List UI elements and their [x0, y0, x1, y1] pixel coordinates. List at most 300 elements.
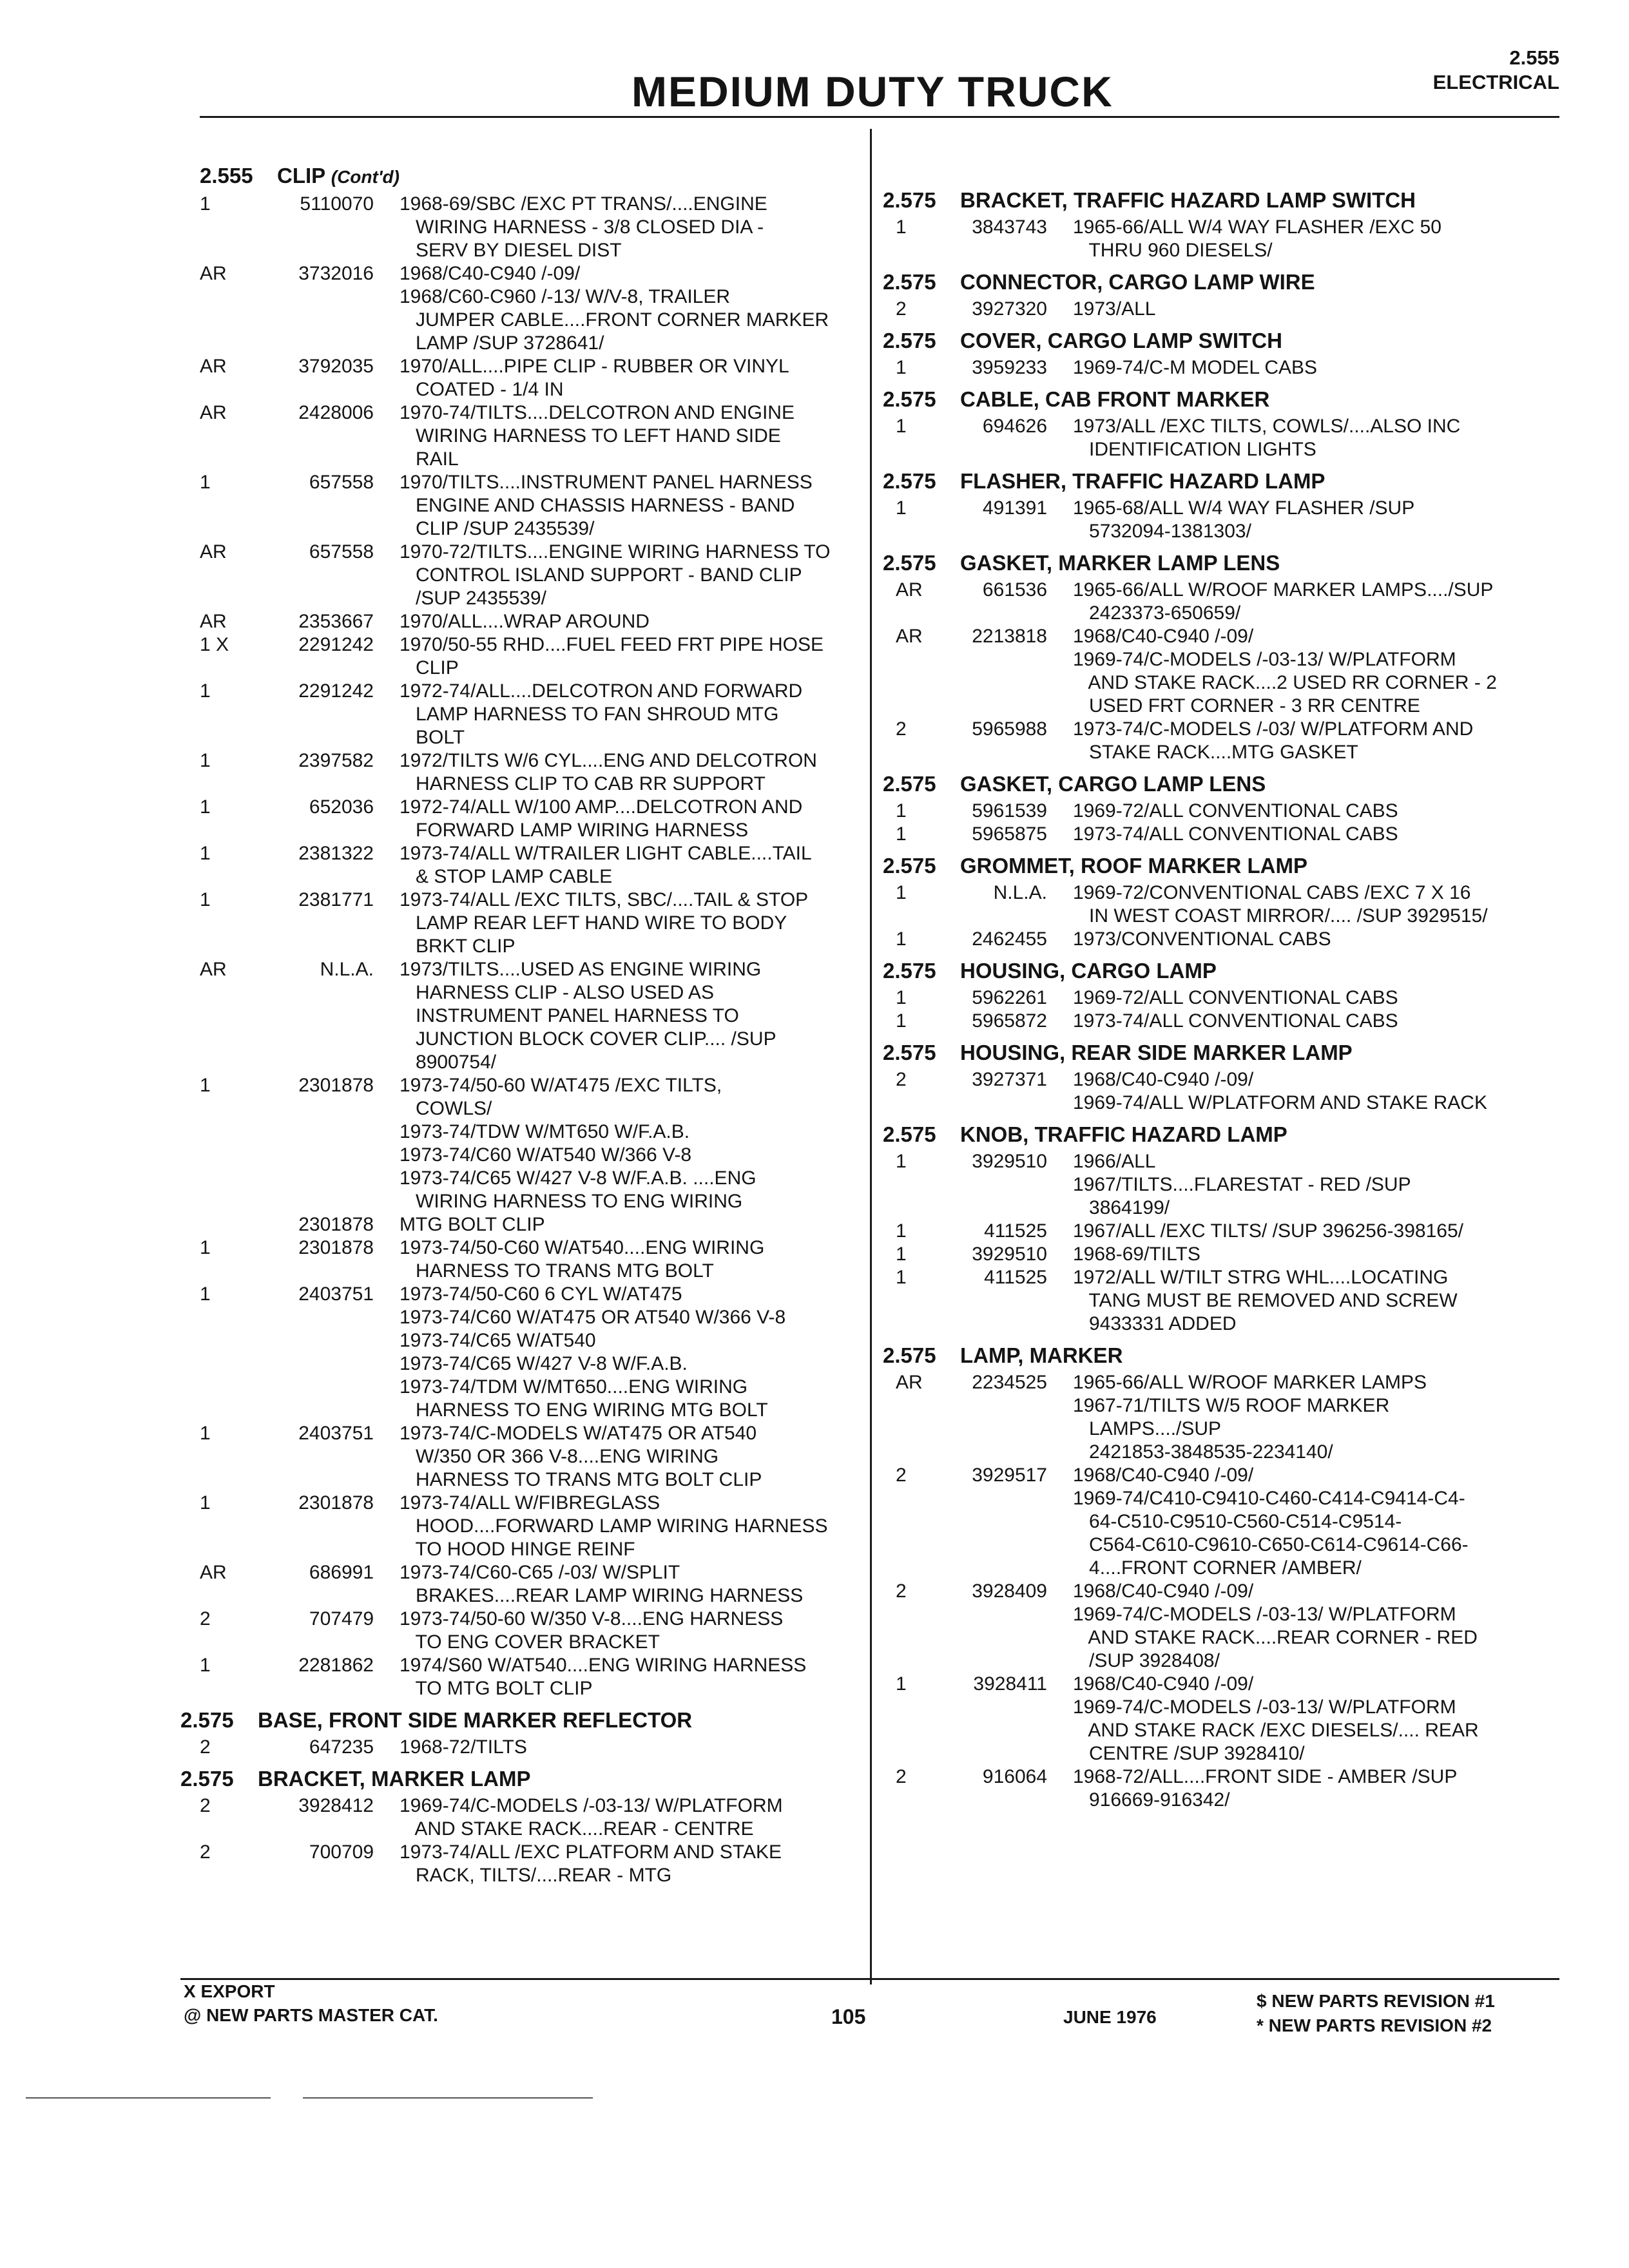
section-number: 2.575: [883, 772, 936, 796]
part-row-continuation: [883, 1441, 1572, 1464]
quantity: [187, 1120, 255, 1144]
quantity: 1: [200, 1075, 211, 1096]
footer-date: JUNE 1976: [1063, 2007, 1157, 2027]
part-row: [187, 796, 857, 819]
part-row-continuation: [187, 773, 857, 796]
part-number: 411525: [984, 1220, 1047, 1242]
catalog-section: [180, 1708, 857, 1759]
part-row-continuation: [883, 1742, 1572, 1765]
part-number: 3959233: [972, 357, 1047, 378]
part-description: 1973-74/C65 W/427 V-8 W/F.A.B.: [400, 1353, 688, 1374]
part-description: 1973/TILTS....USED AS ENGINE WIRING: [400, 959, 762, 980]
section-title: HOUSING, CARGO LAMP: [960, 959, 1217, 983]
quantity: [187, 587, 255, 610]
quantity: 1: [896, 1010, 907, 1032]
part-number: [255, 1028, 374, 1051]
part-number: 2381322: [298, 843, 374, 864]
quantity: [187, 239, 255, 262]
quantity: 1: [896, 823, 907, 845]
part-description: HARNESS TO TRANS MTG BOLT CLIP: [400, 1469, 762, 1490]
quantity: [883, 438, 934, 461]
catalog-section: [883, 469, 1572, 543]
quantity: [187, 1677, 255, 1700]
part-description: CONTROL ISLAND SUPPORT - BAND CLIP: [400, 564, 802, 586]
part-description: 1968/C40-C940 /-09/: [1073, 1465, 1254, 1486]
part-row-continuation: [883, 1091, 1572, 1115]
part-number: 694626: [982, 416, 1047, 437]
part-row-continuation: [187, 332, 857, 355]
part-number: [255, 935, 374, 958]
part-number: 2291242: [298, 680, 374, 702]
quantity: 2: [200, 1841, 211, 1863]
part-number: 2234525: [972, 1372, 1047, 1393]
quantity: [187, 819, 255, 842]
part-number: [934, 1742, 1047, 1765]
part-number: 3929510: [972, 1151, 1047, 1172]
part-row: [187, 541, 857, 564]
part-row-continuation: [883, 1510, 1572, 1533]
part-number: 2301878: [298, 1075, 374, 1096]
section-number: 2.575: [883, 469, 936, 493]
part-number: [255, 912, 374, 935]
part-row-continuation: [187, 1818, 857, 1841]
part-number: 5110070: [300, 193, 374, 215]
part-description: CLIP /SUP 2435539/: [400, 518, 595, 539]
part-row: [187, 1422, 857, 1445]
part-number: [255, 1399, 374, 1422]
part-number: [255, 1445, 374, 1468]
part-row-continuation: [187, 1260, 857, 1283]
part-number: [255, 587, 374, 610]
quantity: AR: [200, 402, 227, 423]
part-description: 1973-74/C65 W/427 V-8 W/F.A.B. ....ENG: [400, 1168, 757, 1189]
part-row: [187, 471, 857, 494]
section-title: BRACKET, TRAFFIC HAZARD LAMP SWITCH: [960, 188, 1416, 212]
part-number: [255, 448, 374, 471]
part-description: 5732094-1381303/: [1073, 521, 1251, 542]
part-description: 1972/TILTS W/6 CYL....ENG AND DELCOTRON: [400, 750, 817, 771]
quantity: [187, 1004, 255, 1028]
part-row-continuation: [187, 1376, 857, 1399]
part-row: [883, 415, 1572, 438]
part-description: 1968/C60-C960 /-13/ W/V-8, TRAILER: [400, 286, 731, 307]
part-row-continuation: [187, 1028, 857, 1051]
quantity: [187, 865, 255, 889]
quantity: [187, 703, 255, 726]
part-description: LAMP REAR LEFT HAND WIRE TO BODY: [400, 912, 787, 934]
part-description: TO ENG COVER BRACKET: [400, 1631, 660, 1653]
catalog-section: [883, 551, 1572, 764]
section-heading: [883, 469, 1572, 493]
part-description: 1966/ALL: [1073, 1151, 1156, 1172]
section-heading: [883, 188, 1572, 212]
quantity: 1: [200, 1237, 211, 1258]
quantity: [883, 1441, 934, 1464]
part-number: [255, 1584, 374, 1608]
part-row-continuation: [187, 1584, 857, 1608]
quantity: [883, 1394, 934, 1418]
part-number: 2397582: [298, 750, 374, 771]
part-number: 2403751: [298, 1283, 374, 1305]
part-row-continuation: [187, 1399, 857, 1422]
quantity: [883, 1418, 934, 1441]
part-description: 1965-66/ALL W/ROOF MARKER LAMPS: [1073, 1372, 1427, 1393]
quantity: [883, 905, 934, 928]
part-number: [934, 1441, 1047, 1464]
part-row-continuation: [883, 1696, 1572, 1719]
part-number: [255, 865, 374, 889]
part-row: [187, 355, 857, 378]
section-heading: [180, 1767, 857, 1791]
quantity: AR: [200, 959, 227, 980]
quantity: [187, 285, 255, 309]
quantity: 1: [896, 882, 907, 903]
section-number: 2.575: [883, 854, 936, 878]
section-heading: [883, 387, 1572, 411]
part-description: JUNCTION BLOCK COVER CLIP.... /SUP: [400, 1028, 776, 1050]
section-number: 2.555: [200, 164, 253, 187]
section-heading: [883, 772, 1572, 796]
part-number: 2462455: [972, 928, 1047, 950]
part-number: 2301878: [298, 1492, 374, 1514]
part-row: [883, 986, 1572, 1010]
quantity: 1: [200, 796, 211, 818]
part-row: [883, 1765, 1572, 1789]
part-row-continuation: [187, 564, 857, 587]
part-row: [187, 1736, 857, 1759]
section-title: GASKET, MARKER LAMP LENS: [960, 551, 1280, 575]
part-number: 661536: [982, 579, 1047, 601]
quantity: [883, 1533, 934, 1557]
part-description: FORWARD LAMP WIRING HARNESS: [400, 820, 749, 841]
part-description: 1973/CONVENTIONAL CABS: [1073, 928, 1331, 950]
part-row: [883, 800, 1572, 823]
quantity: 2: [200, 1608, 211, 1629]
quantity: AR: [200, 611, 227, 632]
part-row-continuation: [187, 216, 857, 239]
quantity: 1: [200, 193, 211, 215]
quantity: [187, 309, 255, 332]
section-number: 2.575: [883, 1122, 936, 1146]
part-number: [255, 1538, 374, 1561]
part-row: [883, 1150, 1572, 1173]
part-description: STAKE RACK....MTG GASKET: [1073, 742, 1358, 763]
quantity: [883, 1626, 934, 1649]
quantity: [883, 671, 934, 695]
quantity: 1: [896, 1220, 907, 1242]
part-number: [255, 425, 374, 448]
section-title: CABLE, CAB FRONT MARKER: [960, 387, 1270, 411]
quantity: [883, 1649, 934, 1673]
part-description: /SUP 3928408/: [1073, 1650, 1220, 1671]
part-number: N.L.A.: [993, 882, 1047, 903]
part-row: [883, 1371, 1572, 1394]
part-description: 1969-74/C410-C9410-C460-C414-C9414-C4-: [1073, 1488, 1465, 1509]
part-number: 700709: [309, 1841, 374, 1863]
part-number: [255, 819, 374, 842]
part-description: 1969-72/ALL CONVENTIONAL CABS: [1073, 800, 1398, 822]
page-title: MEDIUM DUTY TRUCK: [631, 68, 1113, 115]
part-number: [255, 726, 374, 749]
quantity: 2: [896, 298, 907, 320]
part-description: 1969-72/ALL CONVENTIONAL CABS: [1073, 987, 1398, 1008]
part-number: 657558: [309, 541, 374, 562]
part-row: [187, 842, 857, 865]
part-description: 1970-74/TILTS....DELCOTRON AND ENGINE: [400, 402, 795, 423]
part-number: [255, 1376, 374, 1399]
part-description: 916669-916342/: [1073, 1789, 1230, 1811]
part-number: [255, 1144, 374, 1167]
part-description: 1968-69/SBC /EXC PT TRANS/....ENGINE: [400, 193, 767, 215]
quantity: 2: [896, 1766, 907, 1787]
part-row: [187, 401, 857, 425]
part-description: 9433331 ADDED: [1073, 1313, 1237, 1334]
quantity: AR: [200, 1562, 227, 1583]
part-number: 2301878: [298, 1237, 374, 1258]
scan-mark-right: [303, 2097, 593, 2099]
part-row-continuation: [187, 981, 857, 1004]
part-row: [187, 1213, 857, 1236]
part-description: 1968/C40-C940 /-09/: [400, 263, 581, 284]
part-row-continuation: [187, 239, 857, 262]
catalog-section: [883, 959, 1572, 1033]
part-row-continuation: [187, 1468, 857, 1492]
part-description: IDENTIFICATION LIGHTS: [1073, 439, 1316, 460]
part-description: 1974/S60 W/AT540....ENG WIRING HARNESS: [400, 1655, 807, 1676]
part-number: [255, 657, 374, 680]
part-description: RACK, TILTS/....REAR - MTG: [400, 1865, 672, 1886]
section-number: 2.575: [883, 551, 936, 575]
part-number: [255, 494, 374, 517]
part-row-continuation: [187, 1677, 857, 1700]
quantity: [883, 602, 934, 625]
part-description: AND STAKE RACK....REAR CORNER - RED: [1073, 1627, 1478, 1648]
quantity: [883, 1510, 934, 1533]
part-description: HARNESS TO ENG WIRING MTG BOLT: [400, 1399, 768, 1421]
part-number: [934, 1603, 1047, 1626]
quantity: [883, 1312, 934, 1336]
part-description: 1970/TILTS....INSTRUMENT PANEL HARNESS: [400, 472, 813, 493]
catalog-section: [883, 1041, 1572, 1115]
quantity: [187, 1190, 255, 1213]
part-row-continuation: [187, 1120, 857, 1144]
part-number: [934, 1696, 1047, 1719]
quantity: [883, 1487, 934, 1510]
part-row: [187, 1492, 857, 1515]
part-number: 686991: [309, 1562, 374, 1583]
quantity: [187, 1399, 255, 1422]
part-row: [187, 610, 857, 633]
part-description: 1969-74/C-M MODEL CABS: [1073, 357, 1318, 378]
part-description: 1968-72/ALL....FRONT SIDE - AMBER /SUP: [1073, 1766, 1458, 1787]
part-row-continuation: [187, 865, 857, 889]
quantity: [187, 1515, 255, 1538]
part-description: 1973-74/TDM W/MT650....ENG WIRING: [400, 1376, 748, 1398]
part-description: 1967/ALL /EXC TILTS/ /SUP 396256-398165/: [1073, 1220, 1463, 1242]
part-row-continuation: [883, 1394, 1572, 1418]
quantity: 1: [200, 680, 211, 702]
part-description: 1973-74/50-C60 W/AT540....ENG WIRING: [400, 1237, 765, 1258]
part-row-continuation: [187, 1631, 857, 1654]
part-description: MTG BOLT CLIP: [400, 1214, 545, 1235]
part-row: [883, 216, 1572, 239]
part-row-continuation: [883, 1557, 1572, 1580]
part-number: [255, 1329, 374, 1352]
quantity: [187, 378, 255, 401]
part-row-continuation: [187, 285, 857, 309]
quantity: 1: [200, 1655, 211, 1676]
part-description: AND STAKE RACK....REAR - CENTRE: [400, 1818, 754, 1840]
part-row: [883, 1068, 1572, 1091]
part-description: W/350 OR 366 V-8....ENG WIRING: [400, 1446, 719, 1467]
part-row: [187, 889, 857, 912]
quantity: [187, 332, 255, 355]
header-rule: [200, 116, 1559, 118]
quantity: 2: [896, 1581, 907, 1602]
part-row-continuation: [187, 1051, 857, 1074]
section-number: 2.575: [883, 1041, 936, 1064]
part-row: [187, 749, 857, 773]
part-number: [255, 981, 374, 1004]
part-number: [934, 671, 1047, 695]
part-number: [255, 1260, 374, 1283]
part-number: [934, 1173, 1047, 1196]
part-row: [187, 262, 857, 285]
section-number: 2.575: [883, 270, 936, 294]
part-number: [934, 602, 1047, 625]
quantity: 1: [896, 357, 907, 378]
part-row-continuation: [187, 1352, 857, 1376]
quantity: 1: [200, 889, 211, 910]
quantity: [187, 425, 255, 448]
part-description: 1969-74/C-MODELS /-03-13/ W/PLATFORM: [1073, 1604, 1456, 1625]
quantity: [187, 726, 255, 749]
catalog-section: [187, 164, 857, 1700]
part-number: 2291242: [298, 634, 374, 655]
quantity: [883, 1603, 934, 1626]
quantity: 1: [896, 987, 907, 1008]
quantity: [187, 912, 255, 935]
part-row: [883, 928, 1572, 951]
quantity: [883, 695, 934, 718]
part-row-continuation: [187, 657, 857, 680]
part-description: 1968/C40-C940 /-09/: [1073, 1069, 1254, 1090]
part-number: 652036: [309, 796, 374, 818]
section-title: GROMMET, ROOF MARKER LAMP: [960, 854, 1307, 878]
section-title: CLIP: [277, 164, 325, 187]
part-row: [187, 1794, 857, 1818]
part-description: /SUP 2435539/: [400, 588, 546, 609]
quantity: 1: [200, 1492, 211, 1514]
footer-rule: [180, 1978, 1559, 1980]
part-row-continuation: [187, 1445, 857, 1468]
quantity: [187, 494, 255, 517]
section-title: HOUSING, REAR SIDE MARKER LAMP: [960, 1041, 1353, 1064]
part-number: 3928411: [973, 1673, 1047, 1695]
part-description: 1968/C40-C940 /-09/: [1073, 1673, 1254, 1695]
part-description: 1973-74/ALL /EXC PLATFORM AND STAKE: [400, 1841, 782, 1863]
part-description: CENTRE /SUP 3928410/: [1073, 1743, 1305, 1764]
quantity: [883, 741, 934, 764]
part-description: 64-C510-C9510-C560-C514-C9514-: [1073, 1511, 1402, 1532]
part-row-continuation: [187, 1515, 857, 1538]
part-row-continuation: [187, 1144, 857, 1167]
footer-page-number: 105: [831, 2005, 866, 2028]
section-title: KNOB, TRAFFIC HAZARD LAMP: [960, 1122, 1287, 1146]
part-number: 5965988: [972, 718, 1047, 740]
part-row-continuation: [883, 1289, 1572, 1312]
part-number: [255, 1631, 374, 1654]
part-row: [883, 1010, 1572, 1033]
part-number: 3927371: [972, 1069, 1047, 1090]
part-number: [934, 1487, 1047, 1510]
part-number: [255, 1004, 374, 1028]
part-description: 1973-74/C60 W/AT475 OR AT540 W/366 V-8: [400, 1307, 786, 1328]
part-number: [934, 1312, 1047, 1336]
part-description: RAIL: [400, 448, 459, 470]
quantity: 1: [896, 416, 907, 437]
part-row-continuation: [187, 494, 857, 517]
part-description: 1965-66/ALL W/4 WAY FLASHER /EXC 50: [1073, 216, 1441, 238]
part-number: 3792035: [298, 356, 374, 377]
quantity: [883, 1173, 934, 1196]
part-row-continuation: [187, 819, 857, 842]
quantity: [187, 1538, 255, 1561]
part-number: 3929510: [972, 1244, 1047, 1265]
catalog-section: [883, 188, 1572, 262]
catalog-section: [883, 329, 1572, 380]
section-title: BRACKET, MARKER LAMP: [258, 1767, 531, 1791]
quantity: [187, 1584, 255, 1608]
part-number: 5965875: [972, 823, 1047, 845]
part-row-continuation: [883, 741, 1572, 764]
part-number: [255, 517, 374, 541]
part-row-continuation: [883, 1487, 1572, 1510]
part-number: 2213818: [972, 626, 1047, 647]
part-row: [187, 1841, 857, 1864]
part-row-continuation: [883, 438, 1572, 461]
footer-revision-1: $ NEW PARTS REVISION #1: [1257, 1991, 1495, 2011]
part-number: 2353667: [298, 611, 374, 632]
part-description: HARNESS CLIP TO CAB RR SUPPORT: [400, 773, 766, 794]
quantity: [187, 448, 255, 471]
part-row: [187, 1236, 857, 1260]
part-row: [883, 298, 1572, 321]
part-description: LAMPS..../SUP: [1073, 1418, 1222, 1439]
part-row: [883, 625, 1572, 648]
quantity: [883, 1742, 934, 1765]
part-number: 5962261: [972, 987, 1047, 1008]
part-description: 1969-74/C-MODELS /-03-13/ W/PLATFORM: [1073, 649, 1456, 670]
part-number: 707479: [309, 1608, 374, 1629]
part-row-continuation: [883, 1418, 1572, 1441]
section-number: 2.575: [883, 1343, 936, 1367]
part-description: 1973-74/50-60 W/AT475 /EXC TILTS,: [400, 1075, 722, 1096]
quantity: 1: [896, 800, 907, 822]
section-heading: [883, 1122, 1572, 1146]
quantity: 1: [896, 928, 907, 950]
section-title: FLASHER, TRAFFIC HAZARD LAMP: [960, 469, 1325, 493]
part-number: 2428006: [298, 402, 374, 423]
part-row: [187, 680, 857, 703]
scan-mark-left: [26, 2097, 271, 2099]
part-number: [255, 1120, 374, 1144]
part-description: 1970/50-55 RHD....FUEL FEED FRT PIPE HOSE: [400, 634, 824, 655]
quantity: [187, 1213, 255, 1236]
page-number: 2.555: [1509, 46, 1559, 69]
part-row-continuation: [187, 517, 857, 541]
part-number: [255, 1167, 374, 1190]
